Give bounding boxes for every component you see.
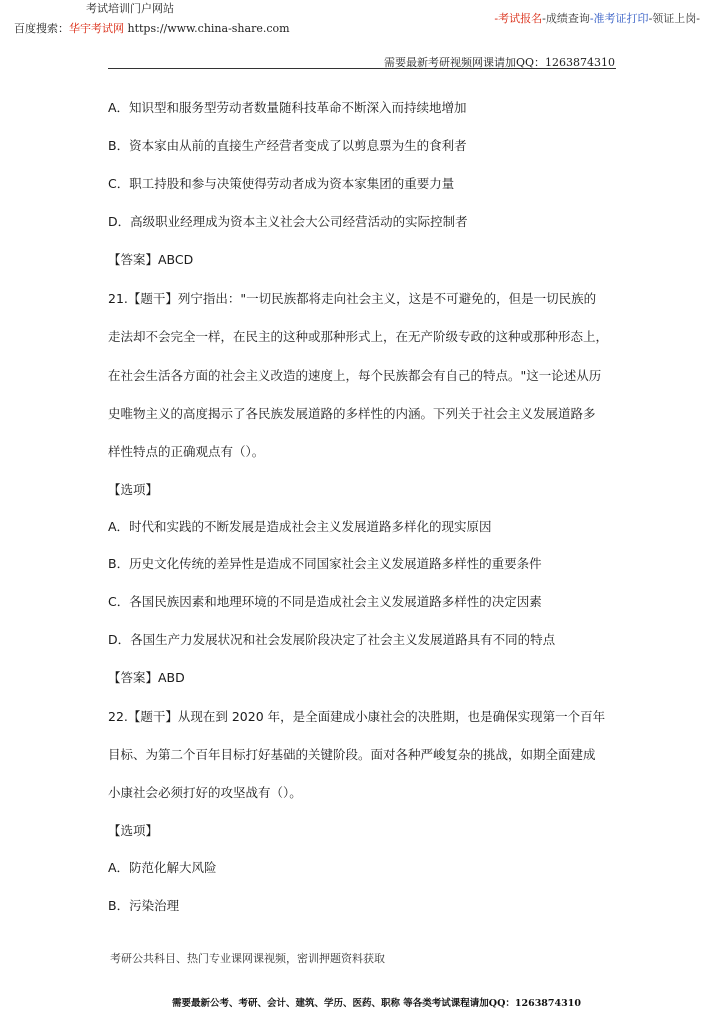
option-line: B．污染治理 [108,898,180,913]
question-line: 小康社会必须打好的攻坚战有（）。 [108,785,302,800]
baidu-label: 百度搜索： [14,22,69,35]
option-line: A．知识型和服务型劳动者数量随科技革命不断深入而持续地增加 [108,100,467,115]
question-line: 在社会生活各方面的社会主义改造的速度上，每个民族都会有自己的特点。"这一论述从历 [108,368,602,383]
footer-note: 考研公共科目、热门专业课网课视频，密训押题资料获取 [110,952,385,965]
link-admission-ticket[interactable]: -准考证打印 [589,12,649,25]
options-heading: 【选项】 [108,823,159,838]
header-divider [108,68,616,69]
answer-line: 【答案】ABCD [108,252,194,267]
link-score-query[interactable]: -成绩查询 [542,12,590,25]
options-heading: 【选项】 [108,482,159,497]
option-line: A．防范化解大风险 [108,860,217,875]
footer-contact: 需要最新公考、考研、会计、建筑、学历、医药、职称 等各类考试课程请加QQ：1263874310 [172,998,581,1009]
brand-link[interactable]: 华宇考试网 [69,22,124,35]
option-line: D．高级职业经理成为资本主义社会大公司经营活动的实际控制者 [108,214,468,229]
site-url[interactable]: https://www.china-share.com [127,22,290,35]
option-line: D．各国生产力发展状况和社会发展阶段决定了社会主义发展道路具有不同的特点 [108,632,556,647]
link-exam-registration[interactable]: -考试报名 [494,12,543,25]
answer-line: 【答案】ABD [108,670,185,685]
option-line: B．历史文化传统的差异性是造成不同国家社会主义发展道路多样性的重要条件 [108,556,542,571]
link-certificate[interactable]: -领证上岗- [648,12,700,25]
option-line: A．时代和实践的不断发展是造成社会主义发展道路多样化的现实原因 [108,519,492,534]
header-links [494,10,700,26]
question-line: 样性特点的正确观点有（）。 [108,444,265,459]
question-line: 史唯物主义的高度揭示了各民族发展道路的多样性的内涵。下列关于社会主义发展道路多 [108,406,596,421]
option-line: B．资本家由从前的直接生产经营者变成了以剪息票为生的食利者 [108,138,467,153]
question-line: 目标、为第二个百年目标打好基础的关键阶段。面对各种严峻复杂的挑战，如期全面建成 [108,747,596,762]
question-line: 走法却不会完全一样，在民主的这种或那种形式上，在无产阶级专政的这种或那种形态上， [108,329,609,344]
option-line: C．各国民族因素和地理环境的不同是造成社会主义发展道路多样性的决定因素 [108,594,542,609]
question-line: 22.【题干】从现在到 2020 年，是全面建成小康社会的决胜期，也是确保实现第一个百年 [108,709,606,724]
question-line: 21.【题干】列宁指出："一切民族都将走向社会主义，这是不可避免的，但是一切民族的 [108,291,597,306]
site-title: 考试培训门户网站 [86,2,174,15]
header-contact: 需要最新考研视频网课请加QQ：1263874310 [383,56,615,69]
baidu-search-line [14,20,290,36]
option-line: C．职工持股和参与决策使得劳动者成为资本家集团的重要力量 [108,176,455,191]
